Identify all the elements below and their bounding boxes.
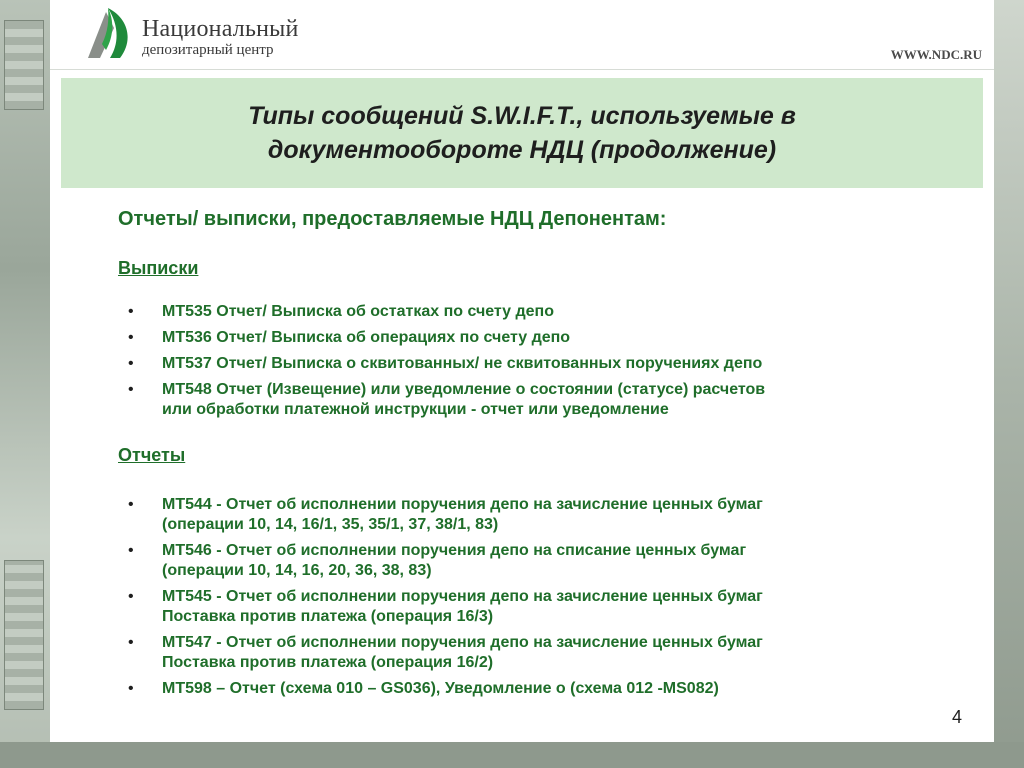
- slide-title: Типы сообщений S.W.I.F.T., используемые в документообороте НДЦ (продолжение): [248, 102, 796, 164]
- bullet-icon: •: [128, 588, 134, 605]
- list-item: • МТ548 Отчет (Извещение) или уведомление о состоянии (статусе) расчетов или обработки платежной инструкции - отчет или уведомление: [128, 381, 766, 418]
- bullet-icon: •: [128, 329, 134, 346]
- reports-list: [118, 495, 938, 705]
- bullet-icon: •: [128, 496, 134, 513]
- slide-subtitle: Отчеты/ выписки, предоставляемые НДЦ Депонентам:: [118, 208, 667, 230]
- list-item: • МТ545 - Отчет об исполнении поручения депо на зачисление ценных бумаг Поставка против платежа (операция 16/3): [128, 588, 763, 625]
- list-item: • МТ535 Отчет/ Выписка об остатках по счету депо: [128, 303, 554, 320]
- bullet-icon: •: [128, 303, 134, 320]
- list-item: • МТ536 Отчет/ Выписка об операциях по счету депо: [128, 329, 571, 346]
- building-image: [4, 560, 44, 710]
- title-box: [61, 78, 983, 188]
- bottom-decorative-bar: [0, 742, 1024, 768]
- section-heading-reports: Отчеты: [118, 445, 186, 465]
- site-url[interactable]: WWW.NDC.RU: [890, 47, 982, 62]
- page-number: 4: [951, 707, 962, 727]
- ndc-logo-icon: [84, 6, 136, 60]
- header: [50, 0, 994, 70]
- logo-subname: депозитарный центр: [142, 42, 274, 58]
- bullet-icon: •: [128, 634, 134, 651]
- building-image: [4, 20, 44, 110]
- logo-name: Национальный: [142, 16, 299, 42]
- right-decorative-strip: [994, 0, 1024, 768]
- slide-content: [50, 70, 994, 742]
- list-item: • МТ547 - Отчет об исполнении поручения депо на зачисление ценных бумаг Поставка против платежа (операция 16/2): [128, 634, 763, 671]
- list-item: • МТ598 – Отчет (схема 010 – GS036), Уведомление о (схема 012 -MS082): [128, 680, 719, 697]
- bullet-icon: •: [128, 355, 134, 372]
- statements-list: [118, 302, 938, 426]
- bullet-icon: •: [128, 680, 134, 697]
- bullet-icon: •: [128, 542, 134, 559]
- list-item: • МТ544 - Отчет об исполнении поручения депо на зачисление ценных бумаг (операции 10, 14, 16/1, 35, 35/1, 37, 38/1, 83): [128, 496, 763, 533]
- left-decorative-strip: [0, 0, 50, 768]
- section-heading-statements: Выписки: [118, 258, 199, 278]
- list-item: • МТ537 Отчет/ Выписка о сквитованных/ не сквитованных поручениях депо: [128, 355, 763, 372]
- bullet-icon: •: [128, 381, 134, 398]
- list-item: • МТ546 - Отчет об исполнении поручения депо на списание ценных бумаг (операции 10, 14, 16, 20, 36, 38, 83): [128, 542, 747, 579]
